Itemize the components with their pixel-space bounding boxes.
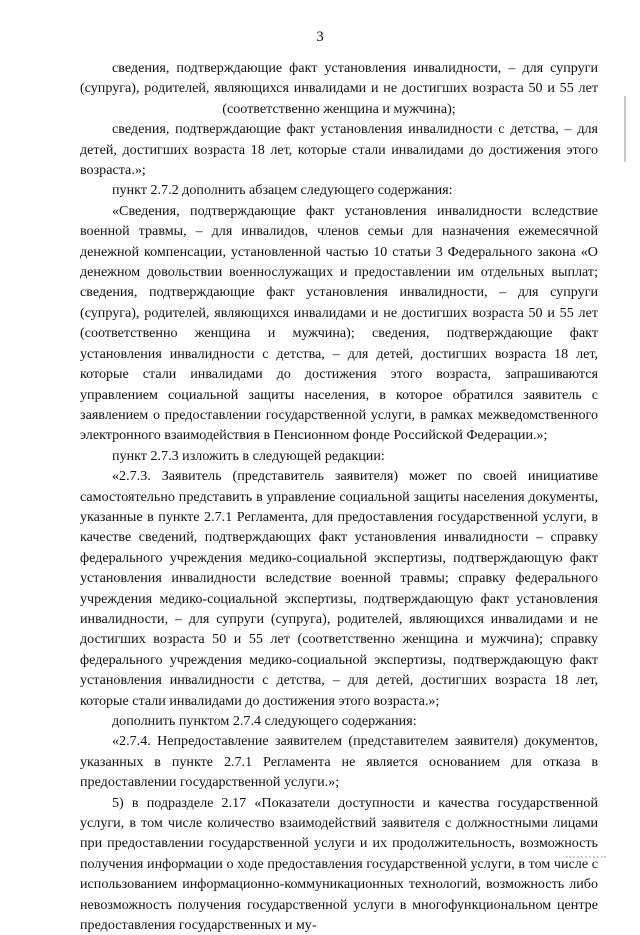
paragraph-military-injury: «Сведения, подтверждающие факт установления инвалидности вследствие военной травмы, – для инвалидов, членов семьи для назначения ежемесячной денежной компенсации, установленной частью 10 статьи 3 Федерального закона «О денежном довольствии военнослужащих и предоставлении им отдельных выплат; сведения, подтверждающие факт установления инвалидности, – для супруги (супруга), родителей, являющихся инвалидами и не достигших возраста 50 и 55 лет (соответственно женщина и мужчина); сведения, подтверждающие факт установления инвалидности с детства, – для детей, достигших возраста 18 лет, которые стали инвалидами до достижения этого возраста, запрашиваются управлением социальной защиты населения, в которое обратился заявитель с заявлением о предоставлении государственной услуги, в рамках межведомственного электронного взаимодействия в Пенсионном фонде Российской Федерации.»; (80, 202, 598, 444)
scan-edge-mark (624, 96, 626, 162)
paragraph-disability-childhood: сведения, подтверждающие факт установления инвалидности с детства, – для детей, достигших возраста 18 лет, которые стали инвалидами до достижения этого возраста.»; (80, 121, 598, 179)
paragraph-clause-2-7-4: «2.7.4. Непредоставление заявителем (представителем заявителя) документов, указанных в пункте 2.7.1 Регламента не является основанием для отказа в предоставлении государственной услуги.»; (80, 733, 598, 791)
paragraph-clause-2-7-3: «2.7.3. Заявитель (представитель заявителя) может по своей инициативе самостоятельно представить в управление социальной защиты населения документы, указанные в пункте 2.7.1 Регламента, для предоставления государственной услуги, в качестве сведений, подтверждающих факт установления инвалидности – справку федерального учреждения медико-социальной экспертизы, подтверждающую факт установления инвалидности вследствие военной травмы; справку федерального учреждения медико-социальной экспертизы, подтверждающую факт установления инвалидности, – для супруги (супруга), родителей, являющихся инвалидами и не достигших возраста 50 и 55 лет (соответственно женщина и мужчина); справку федерального учреждения медико-социальной экспертизы, подтверждающую факт установления инвалидности с детства, – для детей, достигших возраста 18 лет, которые стали инвалидами до достижения этого возраста.»; (80, 468, 598, 709)
paragraph-amend-2-7-2: пункт 2.7.2 дополнить абзацем следующего содержания: (112, 182, 453, 199)
scan-artifact (566, 856, 606, 862)
paragraph-disability-spouse: сведения, подтверждающие факт установления инвалидности, – для супруги (супруга), родителей, являющихся инвалидами и не достигших возраста 50 и 55 лет (соответственно женщина и мужчина); (80, 60, 598, 117)
paragraph-subsection-2-17: 5) в подразделе 2.17 «Показатели доступности и качества государственной услуги, в том числе количество взаимодействий заявителя с должностными лицами при предоставлении государственной услуги и их продолжительность, возможность получения информации о ходе предоставления государственной услуги, в том числе с использованием информационно-коммуникационных технологий, возможность либо невозможность получения государственной услуги в многофункциональном центре предоставления государственных и му- (80, 794, 598, 934)
paragraph-amend-2-7-3: пункт 2.7.3 изложить в следующей редакции: (112, 447, 385, 464)
document-body (80, 58, 598, 935)
paragraph-add-2-7-4: дополнить пунктом 2.7.4 следующего содержания: (112, 713, 417, 729)
page-number: 3 (316, 29, 324, 45)
